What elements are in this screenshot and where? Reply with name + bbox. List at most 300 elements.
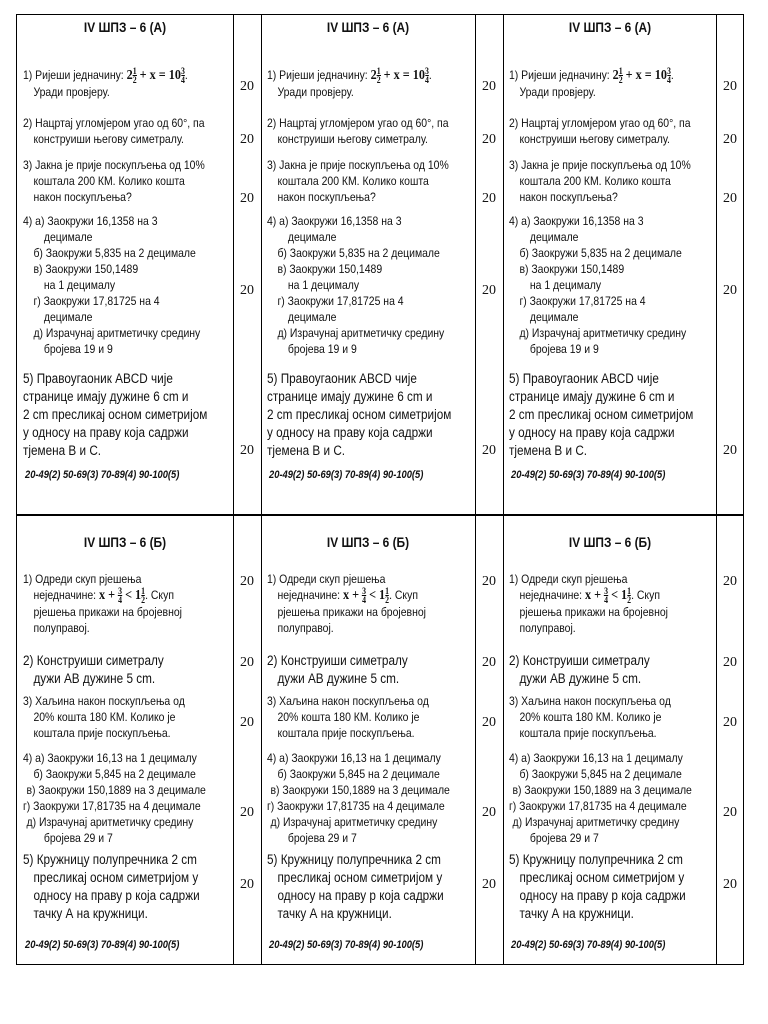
math-tail: . Скуп: [389, 588, 418, 602]
task-text: Уради провјеру.: [519, 85, 596, 100]
task-2: [267, 652, 408, 688]
task-text: на 1 децималу: [287, 278, 360, 292]
task-text: бројева 29 и 7: [287, 831, 357, 845]
task-line: [509, 693, 671, 709]
task-text: дужи AB дужине 5 cm.: [33, 671, 156, 686]
task-2: [23, 115, 205, 147]
task-3: [509, 157, 691, 205]
task-text: странице имају дужине 6 cm и: [509, 389, 675, 404]
task-line: [267, 782, 450, 798]
task-line: [267, 309, 444, 325]
task-line: [509, 309, 686, 325]
task-line: [267, 604, 426, 620]
task-text: б) Заокружи 5,845 на 2 децимале: [33, 767, 196, 781]
task-2: [509, 115, 691, 147]
task-text: односу на праву p која садржи: [33, 888, 200, 903]
task-points: 20: [240, 283, 254, 298]
fraction-numerator: 1: [376, 66, 381, 77]
task-line: [267, 245, 444, 261]
task-line: [23, 261, 200, 277]
task-5: [509, 851, 686, 923]
task-text: бројева 19 и 9: [43, 342, 113, 356]
fraction-numerator: 1: [385, 586, 390, 597]
task-points: 20: [723, 79, 737, 94]
task-points: 20: [240, 877, 254, 892]
task-line: [23, 370, 207, 388]
task-line: [509, 173, 691, 189]
task-text: 4) а) Заокружи 16,13 на 1 децималу: [23, 751, 197, 765]
fraction-numerator: 1: [618, 66, 623, 77]
test-title: IV ШПЗ – 6 (А): [83, 19, 167, 35]
task-line: [23, 115, 205, 131]
task-line: [23, 277, 200, 293]
fraction-numerator: 3: [118, 586, 123, 597]
task-text: коштала прије поскупљења.: [33, 726, 171, 740]
task-text: 2) Конструиши симетралу: [267, 653, 408, 668]
task-text: тјемена В и С.: [267, 443, 346, 458]
task-line: [509, 341, 686, 357]
task-text: пресликај осном симетријом у: [277, 870, 443, 885]
math-expression: x +: [584, 588, 605, 603]
task-text: рјешења прикажи на бројевној: [277, 605, 426, 620]
task-text: 5) Кружницу полупречника 2 cm: [267, 852, 441, 867]
task-text: након поскупљења?: [277, 190, 376, 204]
task-points: 20: [723, 443, 737, 458]
task-4: [23, 213, 200, 357]
task-text: 4) а) Заокружи 16,13 на 1 децималу: [267, 751, 441, 765]
task-text: тачку А на кружници.: [277, 906, 392, 921]
task-line: [267, 750, 450, 766]
task-text: д) Израчунај аритметичку средину: [512, 815, 680, 829]
task-line: [267, 851, 444, 869]
task-text: 2) Нацртај угломјером угао од 60°, па: [267, 116, 449, 130]
task-text: 4) а) Заокружи 16,1358 на 3: [509, 214, 644, 228]
task-text: в) Заокружи 150,1489: [519, 262, 625, 276]
task-line: [267, 131, 449, 147]
task-text: након поскупљења?: [519, 190, 618, 204]
task-line: [267, 905, 444, 923]
task-text: г) Заокружи 17,81725 на 4: [519, 294, 646, 308]
task-text: полуправој.: [33, 621, 90, 636]
task-line: [509, 84, 674, 100]
task-line: [267, 293, 444, 309]
task-line: [23, 604, 182, 620]
task-5: [267, 370, 451, 460]
task-line: [23, 406, 207, 424]
task-text: децимале: [43, 310, 93, 324]
task-line: [267, 84, 432, 100]
task-line: [509, 830, 692, 846]
task-line: [509, 725, 671, 741]
task-text: г) Заокружи 17,81735 на 4 децимале: [23, 799, 201, 813]
task-text: д) Израчунај аритметичку средину: [26, 815, 194, 829]
task-text: односу на праву p која садржи: [277, 888, 444, 903]
task-1: [23, 67, 188, 100]
task-text: конструиши његову симетралу.: [519, 132, 670, 146]
math-expression: 2: [612, 68, 619, 83]
task-text: странице имају дужине 6 cm и: [267, 389, 433, 404]
task-text: 1) Ријеши једначину:: [509, 68, 613, 82]
task-text: 3) Јакна је прије поскупљења од 10%: [23, 158, 205, 172]
task-line: [23, 67, 188, 84]
task-text: 3) Хаљина након поскупљења од: [267, 694, 429, 708]
task-line: [267, 725, 429, 741]
task-text: 20% кошта 180 КМ. Колико је: [33, 710, 176, 724]
task-text: 2) Нацртај угломјером угао од 60°, па: [509, 116, 691, 130]
task-points: 20: [240, 191, 254, 206]
task-line: [509, 406, 693, 424]
task-1: [509, 571, 668, 636]
task-text: г) Заокружи 17,81725 на 4: [33, 294, 160, 308]
task-text: дужи AB дужине 5 cm.: [519, 671, 642, 686]
fraction-numerator: 3: [424, 66, 429, 77]
task-text: б) Заокружи 5,835 на 2 децимале: [277, 246, 440, 260]
task-line: [23, 814, 206, 830]
task-text: в) Заокружи 150,1889 на 3 децимале: [512, 783, 692, 797]
task-line: [509, 277, 686, 293]
task-text: полуправој.: [519, 621, 576, 636]
fraction-denominator: 4: [180, 75, 185, 86]
fraction-denominator: 4: [424, 75, 429, 86]
task-text: 3) Јакна је прије поскупљења од 10%: [267, 158, 449, 172]
task-text: бројева 19 и 9: [529, 342, 599, 356]
task-4: [509, 750, 692, 846]
task-line: [267, 173, 449, 189]
task-line: [267, 277, 444, 293]
task-line: [267, 652, 408, 670]
task-line: [509, 887, 686, 905]
task-points: 20: [240, 715, 254, 730]
math-tail: .: [670, 68, 674, 82]
task-line: [23, 189, 205, 205]
task-text: б) Заокружи 5,845 на 2 децимале: [277, 767, 440, 781]
task-line: [509, 442, 693, 460]
task-line: [509, 782, 692, 798]
task-1: [267, 67, 432, 100]
column-divider: [475, 15, 476, 964]
task-text: 4) а) Заокружи 16,1358 на 3: [267, 214, 402, 228]
task-2: [267, 115, 449, 147]
task-text: 3) Хаљина након поскупљења од: [23, 694, 185, 708]
task-points: 20: [240, 443, 254, 458]
task-line: [23, 670, 164, 688]
task-points: 20: [482, 655, 496, 670]
task-line: [509, 229, 686, 245]
task-points: 20: [482, 877, 496, 892]
task-points: 20: [723, 132, 737, 147]
task-line: [267, 709, 429, 725]
task-line: [509, 293, 686, 309]
task-text: у односу на праву која садржи: [23, 425, 189, 440]
task-line: [23, 131, 205, 147]
task-line: [267, 406, 451, 424]
task-text: 4) а) Заокружи 16,1358 на 3: [23, 214, 158, 228]
task-line: [509, 652, 650, 670]
fraction-denominator: 2: [385, 595, 390, 606]
task-line: [509, 814, 692, 830]
task-line: [267, 814, 450, 830]
test-title: IV ШПЗ – 6 (А): [326, 19, 410, 35]
task-text: у односу на праву која садржи: [509, 425, 675, 440]
math-tail: .: [428, 68, 432, 82]
task-line: [23, 309, 200, 325]
task-line: [267, 798, 450, 814]
task-points: 20: [723, 805, 737, 820]
task-line: [509, 370, 693, 388]
task-points: 20: [240, 805, 254, 820]
task-3: [267, 157, 449, 205]
task-line: [23, 709, 185, 725]
task-line: [509, 388, 693, 406]
task-text: 2 cm пресликај осном симетријом: [267, 407, 452, 422]
task-line: [267, 370, 451, 388]
test-sheet: [16, 14, 744, 965]
task-line: [509, 245, 686, 261]
fraction-denominator: 2: [618, 75, 623, 86]
task-text: децимале: [43, 230, 93, 244]
task-line: [267, 693, 429, 709]
fraction-numerator: 3: [362, 586, 367, 597]
task-line: [267, 67, 432, 84]
task-text: Уради провјеру.: [277, 85, 354, 100]
task-points: 20: [482, 574, 496, 589]
task-text: бројева 29 и 7: [43, 831, 113, 845]
task-line: [509, 571, 668, 587]
task-4: [23, 750, 206, 846]
test-title: IV ШПЗ – 6 (А): [568, 19, 651, 35]
math-expression: < 1: [608, 588, 628, 603]
task-line: [23, 424, 207, 442]
task-text: коштала 200 КМ. Колико кошта: [519, 174, 671, 188]
task-line: [267, 213, 444, 229]
task-line: [267, 571, 426, 587]
task-points: 20: [240, 655, 254, 670]
task-line: [509, 750, 692, 766]
math-expression: 2: [126, 68, 133, 83]
task-text: неједначине:: [277, 588, 343, 602]
task-1: [23, 571, 182, 636]
task-text: децимале: [529, 230, 579, 244]
column-divider: [716, 15, 717, 964]
task-text: након поскупљења?: [33, 190, 132, 204]
task-text: децимале: [529, 310, 579, 324]
task-1: [267, 571, 426, 636]
task-5: [509, 370, 693, 460]
task-text: 5) Правоугаоник ABCD чије: [267, 371, 417, 386]
task-line: [23, 766, 206, 782]
fraction-numerator: 1: [141, 586, 146, 597]
fraction-denominator: 2: [132, 75, 137, 86]
task-line: [509, 604, 668, 620]
task-text: 1) Ријеши једначину:: [23, 68, 127, 82]
task-text: дужи AB дужине 5 cm.: [277, 671, 400, 686]
task-text: конструиши његову симетралу.: [277, 132, 428, 146]
task-text: конструиши његову симетралу.: [33, 132, 184, 146]
task-text: б) Заокружи 5,835 на 2 децимале: [33, 246, 196, 260]
task-4: [267, 750, 450, 846]
fraction-denominator: 2: [627, 595, 632, 606]
task-text: у односу на праву која садржи: [267, 425, 433, 440]
task-line: [23, 782, 206, 798]
fraction-denominator: 4: [118, 595, 123, 606]
fraction-numerator: 3: [666, 66, 671, 77]
task-text: 1) Одреди скуп рјешења: [509, 572, 628, 586]
fraction-numerator: 3: [180, 66, 185, 77]
task-points: 20: [482, 191, 496, 206]
task-text: 1) Одреди скуп рјешења: [267, 572, 386, 586]
task-text: 5) Правоугаоник ABCD чије: [509, 371, 659, 386]
fraction-numerator: 1: [627, 586, 632, 597]
task-1: [509, 67, 674, 100]
task-5: [267, 851, 444, 923]
test-title: IV ШПЗ – 6 (Б): [83, 534, 167, 550]
task-3: [267, 693, 429, 741]
math-expression: x +: [342, 588, 363, 603]
task-5: [23, 851, 200, 923]
task-text: пресликај осном симетријом у: [519, 870, 685, 885]
fraction-denominator: 2: [141, 595, 146, 606]
task-text: на 1 децималу: [529, 278, 602, 292]
task-line: [509, 798, 692, 814]
task-points: 20: [723, 877, 737, 892]
task-text: неједначине:: [33, 588, 99, 602]
math-tail: . Скуп: [631, 588, 660, 602]
task-line: [509, 709, 671, 725]
task-points: 20: [723, 574, 737, 589]
task-line: [267, 620, 426, 636]
task-line: [509, 131, 691, 147]
task-line: [267, 887, 444, 905]
fraction-denominator: 4: [604, 595, 609, 606]
task-line: [267, 869, 444, 887]
task-points: 20: [240, 79, 254, 94]
task-line: [267, 325, 444, 341]
math-expression: < 1: [122, 588, 142, 603]
grading-scale: 20-49(2) 50-69(3) 70-89(4) 90-100(5): [25, 469, 180, 481]
task-text: неједначине:: [519, 588, 585, 602]
task-text: 2 cm пресликај осном симетријом: [23, 407, 208, 422]
task-line: [23, 229, 200, 245]
task-line: [267, 115, 449, 131]
task-line: [23, 905, 200, 923]
task-line: [267, 261, 444, 277]
task-text: в) Заокружи 150,1489: [277, 262, 383, 276]
row-divider: [17, 514, 743, 516]
task-4: [267, 213, 444, 357]
column-divider: [233, 15, 234, 964]
task-points: 20: [482, 443, 496, 458]
task-line: [23, 388, 207, 406]
math-tail: .: [184, 68, 188, 82]
task-points: 20: [482, 79, 496, 94]
task-line: [23, 587, 182, 604]
task-line: [23, 293, 200, 309]
task-points: 20: [723, 191, 737, 206]
task-line: [267, 388, 451, 406]
task-line: [509, 424, 693, 442]
task-line: [509, 670, 650, 688]
task-line: [509, 905, 686, 923]
task-text: б) Заокружи 5,835 на 2 децимале: [519, 246, 682, 260]
math-expression: + x = 10: [136, 68, 181, 83]
task-points: 20: [482, 715, 496, 730]
task-text: рјешења прикажи на бројевној: [519, 605, 668, 620]
task-points: 20: [723, 715, 737, 730]
task-line: [267, 587, 426, 604]
column-divider: [503, 15, 504, 964]
task-line: [267, 229, 444, 245]
task-text: 20% кошта 180 КМ. Колико је: [277, 710, 420, 724]
task-text: тјемена В и С.: [509, 443, 588, 458]
task-text: децимале: [287, 230, 337, 244]
task-text: 3) Хаљина након поскупљења од: [509, 694, 671, 708]
task-text: 3) Јакна је прије поскупљења од 10%: [509, 158, 691, 172]
task-line: [509, 115, 691, 131]
task-text: г) Заокружи 17,81735 на 4 децимале: [509, 799, 687, 813]
task-text: тјемена В и С.: [23, 443, 102, 458]
grading-scale: 20-49(2) 50-69(3) 70-89(4) 90-100(5): [511, 939, 666, 951]
task-line: [267, 766, 450, 782]
task-line: [23, 798, 206, 814]
test-title: IV ШПЗ – 6 (Б): [326, 534, 410, 550]
task-text: 5) Кружницу полупречника 2 cm: [23, 852, 197, 867]
task-line: [23, 851, 200, 869]
task-text: г) Заокружи 17,81735 на 4 децимале: [267, 799, 445, 813]
grading-scale: 20-49(2) 50-69(3) 70-89(4) 90-100(5): [269, 939, 424, 951]
task-text: 20% кошта 180 КМ. Колико је: [519, 710, 662, 724]
fraction-denominator: 4: [362, 595, 367, 606]
grading-scale: 20-49(2) 50-69(3) 70-89(4) 90-100(5): [511, 469, 666, 481]
task-text: 2) Конструиши симетралу: [23, 653, 164, 668]
task-line: [267, 189, 449, 205]
fraction-numerator: 3: [604, 586, 609, 597]
task-line: [267, 157, 449, 173]
task-line: [23, 325, 200, 341]
task-text: 5) Кружницу полупречника 2 cm: [509, 852, 683, 867]
test-title: IV ШПЗ – 6 (Б): [568, 534, 651, 550]
math-expression: + x = 10: [380, 68, 425, 83]
task-line: [23, 442, 207, 460]
task-text: 2 cm пресликај осном симетријом: [509, 407, 694, 422]
task-line: [267, 341, 444, 357]
task-line: [23, 693, 185, 709]
task-line: [23, 245, 200, 261]
task-points: 20: [482, 805, 496, 820]
task-line: [23, 173, 205, 189]
task-3: [23, 693, 185, 741]
task-line: [509, 67, 674, 84]
task-text: бројева 29 и 7: [529, 831, 599, 845]
task-line: [509, 620, 668, 636]
task-line: [23, 750, 206, 766]
task-points: 20: [240, 132, 254, 147]
task-line: [23, 213, 200, 229]
task-text: тачку А на кружници.: [519, 906, 634, 921]
task-points: 20: [482, 132, 496, 147]
task-text: в) Заокружи 150,1889 на 3 децимале: [270, 783, 450, 797]
task-line: [509, 157, 691, 173]
task-text: 2) Конструиши симетралу: [509, 653, 650, 668]
task-2: [23, 652, 164, 688]
task-text: пресликај осном симетријом у: [33, 870, 199, 885]
task-line: [267, 830, 450, 846]
column-divider: [261, 15, 262, 964]
task-text: 1) Ријеши једначину:: [267, 68, 371, 82]
task-text: г) Заокружи 17,81725 на 4: [277, 294, 404, 308]
task-5: [23, 370, 207, 460]
task-line: [23, 341, 200, 357]
task-line: [509, 213, 686, 229]
